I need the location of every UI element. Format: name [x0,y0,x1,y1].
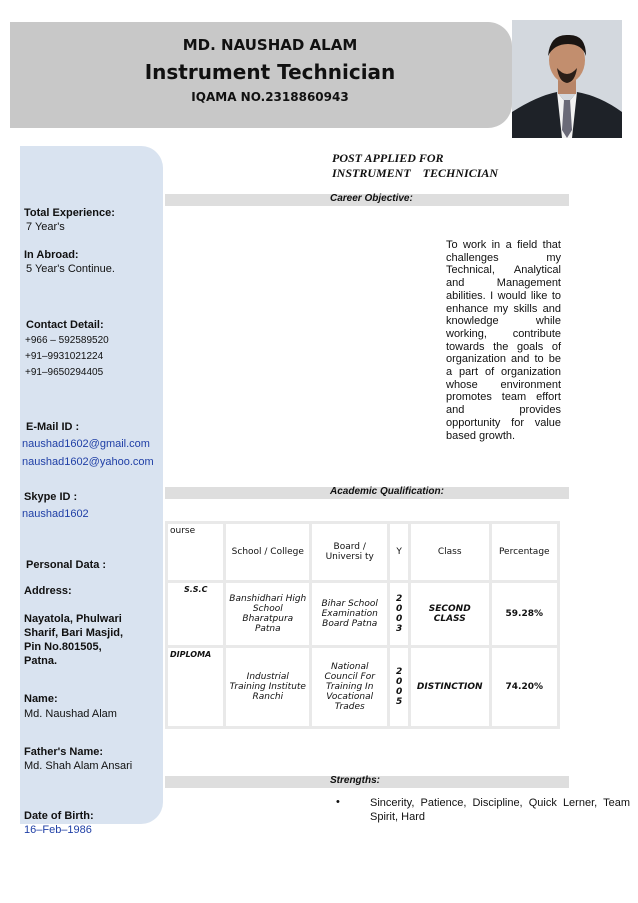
father-name-value: Md. Shah Alam Ansari [24,760,133,772]
address-line-1: Nayatola, Phulwari [24,613,122,625]
name-label: Name: [24,693,58,705]
personal-data-label: Personal Data : [26,559,107,571]
profile-photo [512,20,622,138]
header-year: Y [390,524,408,580]
skype-value: naushad1602 [22,508,89,520]
address-label: Address: [24,585,72,597]
table-row [168,583,557,645]
header-class: Class [411,524,489,580]
abroad-value: 5 Year's Continue. [26,263,115,275]
academic-table [165,521,560,729]
post-applied-label: POST APPLIED FOR [332,151,444,165]
dob-value: 16–Feb–1986 [24,824,92,836]
phone-1: +966 – 592589520 [25,335,109,346]
header-board: Board / Universi ty [312,524,387,580]
address-line-4: Patna. [24,655,58,667]
address-line-2: Sharif, Bari Masjid, [24,627,124,639]
candidate-name: MD. NAUSHAD ALAM [182,36,358,54]
email-2[interactable]: naushad1602@yahoo.com [22,456,154,468]
career-objective-text: To work in a field that challenges my Technical, Analytical and Management abilities. I would like to enhance my skills and knowledge while working, contribute towards the goals of organization and to be a part of organization whose environment promotes team effort and provides opportunity for value based growth. [446,239,561,442]
row-school: Industrial Training Institute Ranchi [226,648,309,726]
career-objective-bar [165,194,569,206]
phone-2: +91–9931021224 [25,351,104,362]
skype-label: Skype ID : [24,491,78,503]
email-1[interactable]: naushad1602@gmail.com [22,438,150,450]
address-line-3: Pin No.801505, [24,641,102,653]
row-percentage: 74.20% [492,648,557,726]
header-percentage: Percentage [492,524,557,580]
row-year: 2 0 0 3 [390,583,408,645]
row-percentage: 59.28% [492,583,557,645]
row-class: DISTINCTION [411,648,489,726]
post-applied-value: INSTRUMENT TECHNICIAN [332,166,499,180]
job-title: Instrument Technician [144,60,396,84]
header-banner [10,22,512,128]
career-objective-heading: Career Objective: [330,193,413,204]
table-row [168,648,557,726]
strengths-bar [165,776,569,788]
header-course: ourse [168,524,223,580]
strengths-text: Sincerity, Patience, Discipline, Quick Lerner, Team Spirit, Hard [370,797,630,823]
name-value: Md. Naushad Alam [24,708,117,720]
abroad-label: In Abroad: [24,249,79,261]
strengths-heading: Strengths: [330,775,380,786]
row-board: Bihar School Examination Board Patna [312,583,387,645]
bullet-icon: • [336,796,340,808]
row-board: National Council For Training In Vocational Trades [312,648,387,726]
phone-3: +91–9650294405 [25,367,104,378]
iqama-number: IQAMA NO.2318860943 [191,90,349,104]
row-year: 2 0 0 5 [390,648,408,726]
row-course: S.S.C [168,583,223,645]
dob-label: Date of Birth: [24,810,94,822]
contact-label: Contact Detail: [26,319,104,331]
email-label: E-Mail ID : [26,421,80,433]
academic-qualification-heading: Academic Qualification: [330,486,444,497]
row-course: DIPLOMA [168,648,223,726]
total-experience-label: Total Experience: [24,207,115,219]
father-name-label: Father's Name: [24,746,104,758]
academic-qualification-bar [165,487,569,499]
total-experience-value: 7 Year's [26,221,65,233]
header-school: School / College [226,524,309,580]
table-header-row [168,524,557,580]
row-school: Banshidhari High School Bharatpura Patna [226,583,309,645]
row-class: SECOND CLASS [411,583,489,645]
